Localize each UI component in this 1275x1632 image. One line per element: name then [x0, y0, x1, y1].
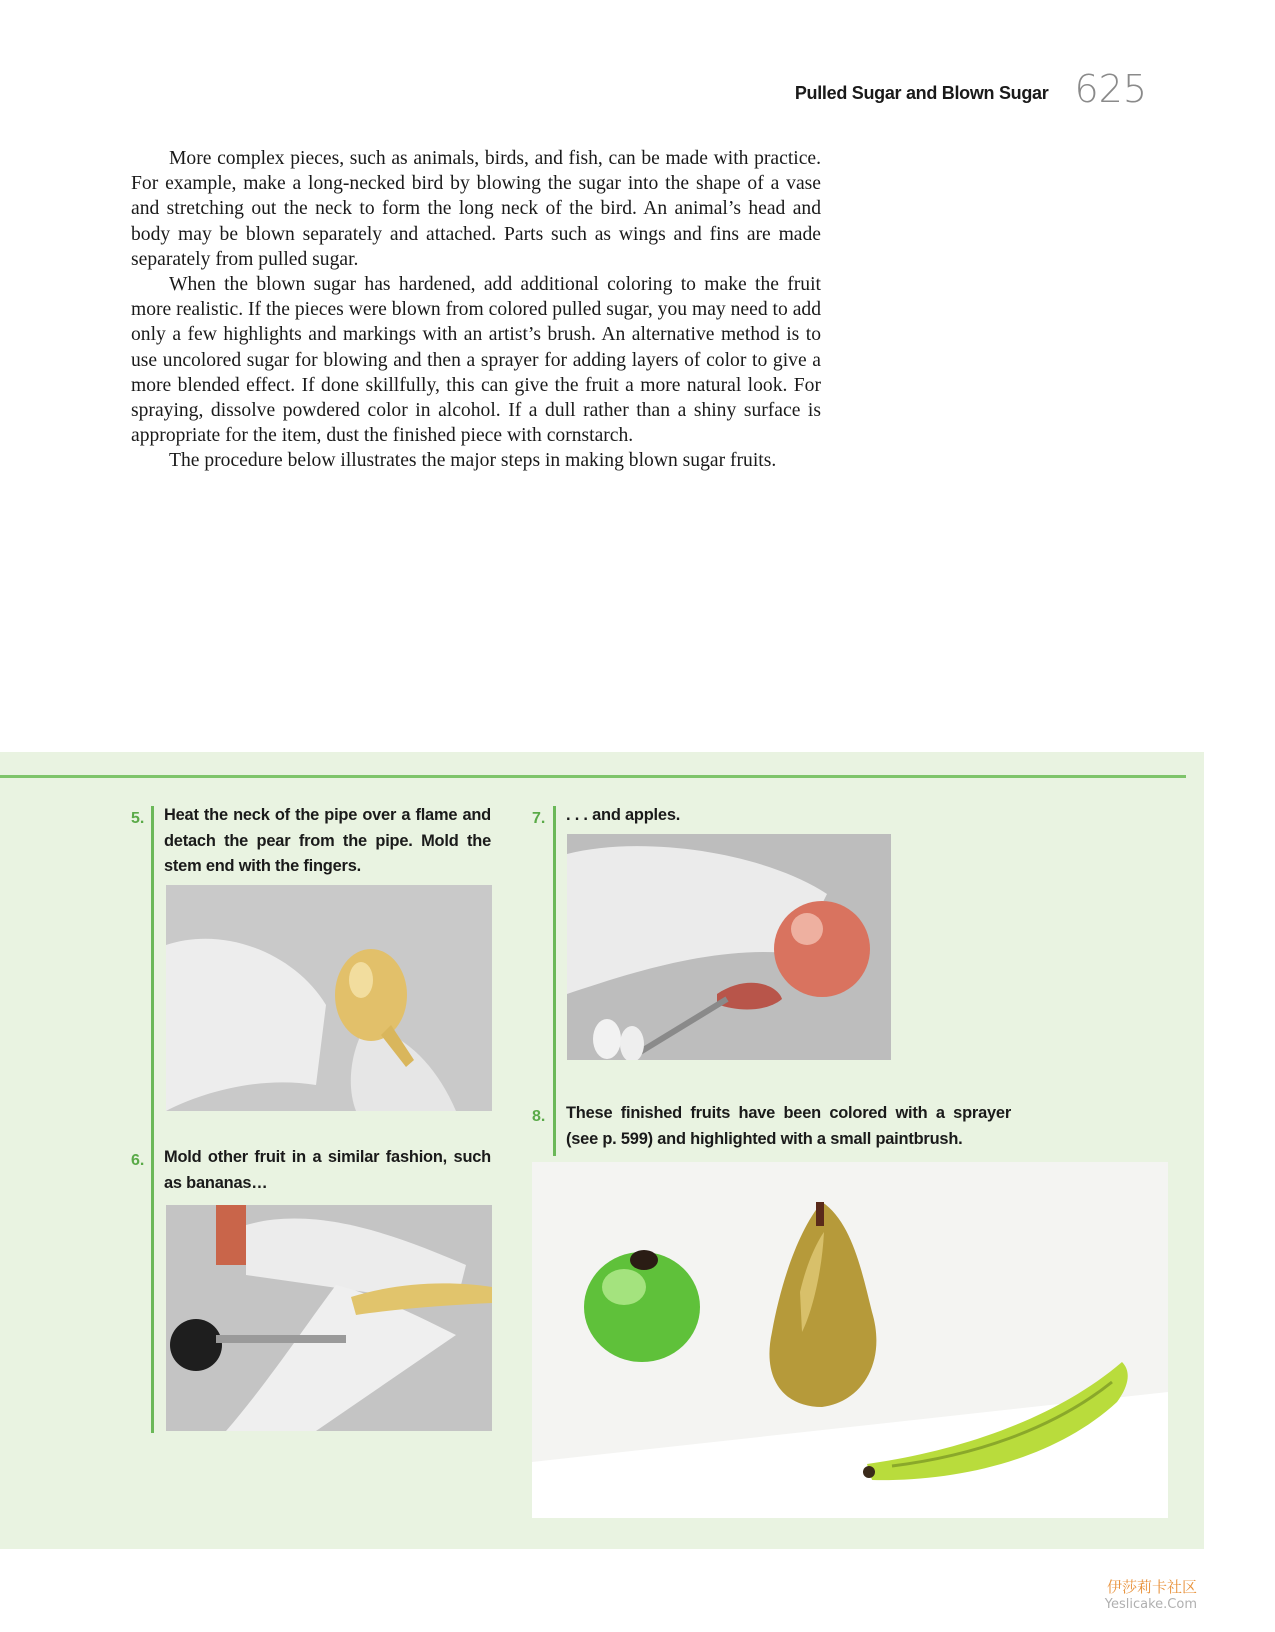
step-7-photo — [567, 834, 891, 1060]
step-6-photo — [166, 1205, 492, 1431]
step-6-number: 6. — [131, 1152, 145, 1169]
body-paragraph: The procedure below illustrates the major steps in making blown sugar fruits. — [169, 450, 777, 472]
body-paragraph: More complex pieces, such as animals, birds, and fish, can be made with practice. For example, make a long-necked bird by blowing the sugar into the shape of a vase and stretching out the neck to form the long neck of the bird. An animal’s head and body may be blown separately and attached. Parts such as wings and fins are made separately from pulled sugar. — [131, 148, 821, 270]
watermark-en: Yeslicake.Com — [1104, 1597, 1197, 1612]
step-8-text: These finished fruits have been colored with a sprayer (see p. 599) and highlighted with a small paintbrush. — [566, 1104, 1011, 1148]
body-text — [131, 146, 821, 474]
step-7-number: 7. — [532, 810, 546, 827]
apple-molding-illustration — [567, 834, 891, 1060]
watermark — [1105, 1576, 1197, 1612]
step-5-number: 5. — [131, 810, 145, 827]
step-5-6-bar — [151, 806, 154, 1433]
panel-top-rule — [0, 775, 1186, 778]
step-6-text: Mold other fruit in a similar fashion, such as bananas… — [164, 1148, 491, 1192]
step-8-photo — [532, 1162, 1168, 1518]
body-paragraph: When the blown sugar has hardened, add additional coloring to make the fruit more realistic. If the pieces were blown from colored pulled sugar, you may need to add only a few highlights and markings with an artist’s brush. An alternative method is to use uncolored sugar for blowing and then a sprayer for adding layers of color to give a more blended effect. If done skillfully, this can give the fruit a more natural look. For spraying, dissolve powdered color in alcohol. If a dull rather than a shiny surface is appropriate for the item, dust the finished piece with cornstarch. — [131, 274, 821, 447]
page-number: 625 — [1074, 67, 1147, 111]
step-5-photo — [166, 885, 492, 1111]
step-7-8-bar — [553, 806, 556, 1156]
running-head — [794, 67, 1147, 111]
step-8-number: 8. — [532, 1108, 546, 1125]
running-title: Pulled Sugar and Blown Sugar — [794, 83, 1049, 103]
finished-fruits-illustration — [532, 1162, 1168, 1518]
step-7-text: . . . and apples. — [566, 806, 681, 824]
pear-molding-illustration — [166, 885, 492, 1111]
banana-molding-illustration — [166, 1205, 492, 1431]
step-5-text: Heat the neck of the pipe over a flame and detach the pear from the pipe. Mold the stem end with the fingers. — [164, 806, 491, 875]
watermark-cn: 伊莎莉卡社区 — [1106, 1578, 1197, 1596]
